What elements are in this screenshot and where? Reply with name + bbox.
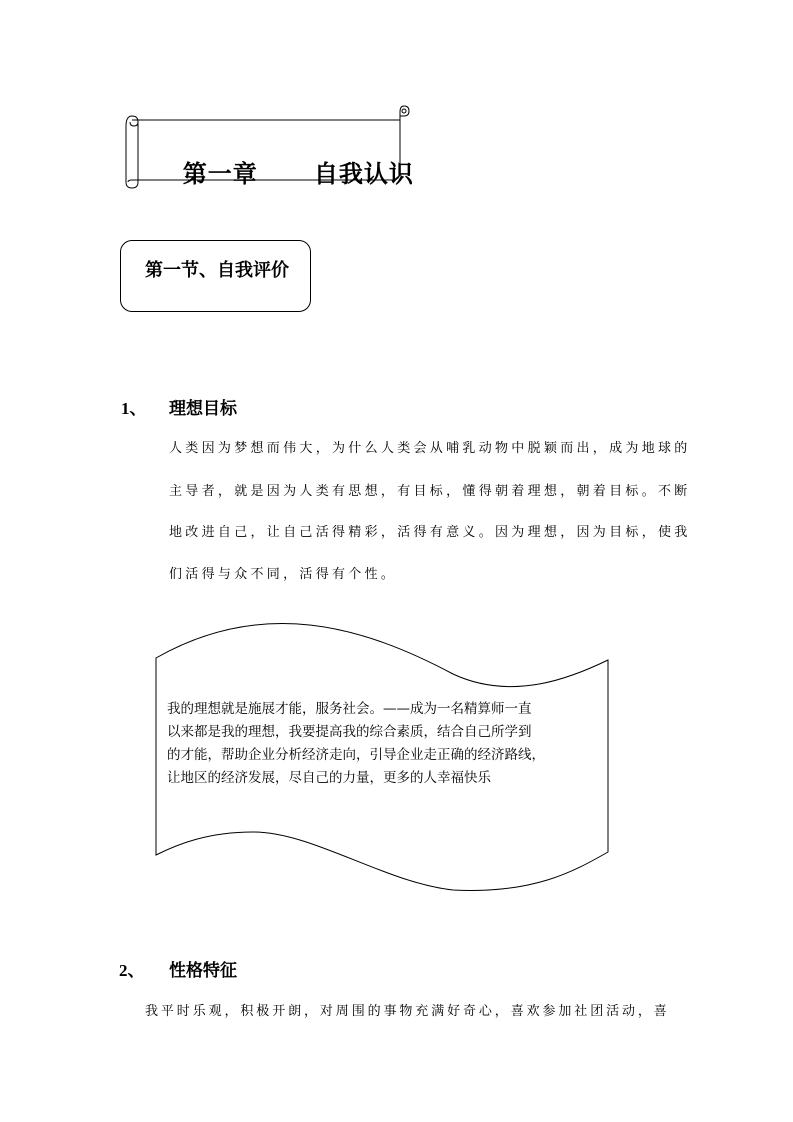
item2-number: 2、 [119, 961, 145, 980]
item1-heading: 理想目标 [169, 399, 237, 419]
wave-line: 的才能，帮助企业分析经济走向，引导企业走正确的经济路线， [167, 747, 545, 763]
item1-line: 地改进自己，让自己活得精彩，活得有意义。因为理想，因为目标，使我 [169, 525, 691, 540]
chapter-label: 第一章 [182, 160, 258, 188]
chapter-heading [164, 126, 414, 190]
chapter-title: 自我认识 [313, 160, 414, 188]
wave-line: 让地区的经济发展，尽自己的力量，更多的人幸福快乐 [167, 770, 491, 786]
item1-line: 人类因为梦想而伟大，为什么人类会从哺乳动物中脱颖而出，成为地球的 [169, 441, 691, 456]
wave-line: 我的理想就是施展才能，服务社会。——成为一名精算师一直 [167, 701, 532, 717]
item2-heading: 性格特征 [169, 961, 237, 981]
item1-number: 1、 [121, 399, 147, 418]
wave-line: 以来都是我的理想，我要提高我的综合素质，结合自己所学到 [167, 724, 532, 740]
item2-line: 我平时乐观，积极开朗，对周围的事物充满好奇心，喜欢参加社团活动，喜 [145, 1004, 670, 1019]
item1-line: 们活得与众不同，活得有个性。 [169, 567, 398, 582]
section-title: 第一节、自我评价 [145, 260, 289, 281]
wave-text [167, 698, 607, 790]
item1-line: 主导者，就是因为人类有思想，有目标，懂得朝着理想，朝着目标。不断 [169, 484, 691, 499]
